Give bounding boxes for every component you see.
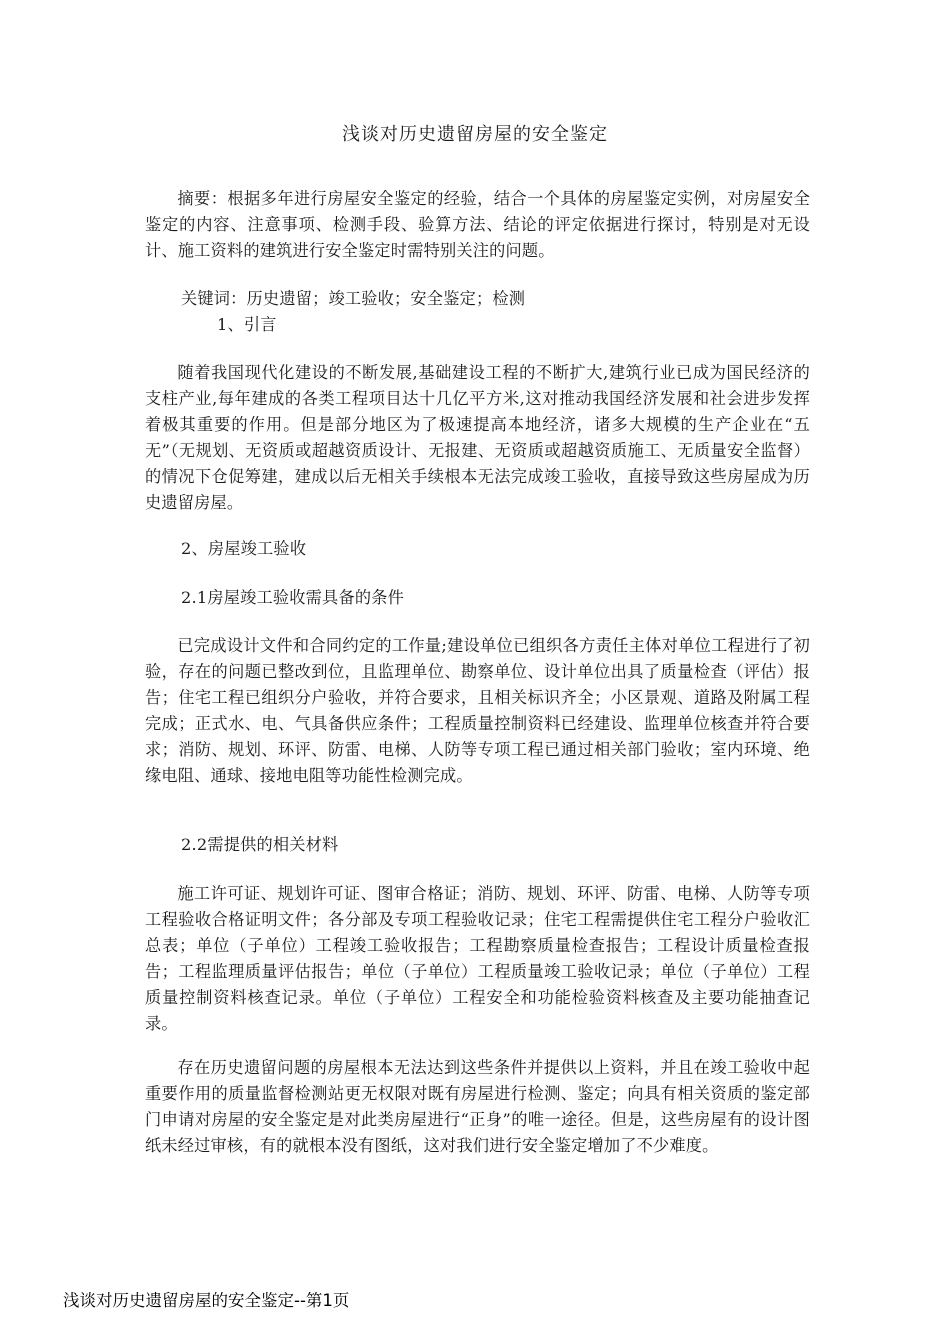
section-2-2-paragraph: 施工许可证、规划许可证、图审合格证；消防、规划、环评、防雷、电梯、人防等专项工程验收合格证明文件；各分部及专项工程验收记录；住宅工程需提供住宅工程分户验收汇总表；单位（子单位）工程竣工验收报告；工程勘察质量检查报告；工程设计质量检查报告；工程监理质量评估报告；单位（子单位）工程质量竣工验收记录；单位（子单位）工程质量控制资料核查记录。单位（子单位）工程安全和功能检验资料核查及主要功能抽查记录。 [145,884,810,1033]
page-footer: 浅谈对历史遗留房屋的安全鉴定--第1页 [63,1291,350,1310]
section-1-heading: 1、引言 [217,315,277,334]
section-2-2-heading: 2.2需提供的相关材料 [181,835,339,854]
section-2-heading: 2、房屋竣工验收 [181,539,307,558]
abstract-paragraph: 摘要：根据多年进行房屋安全鉴定的经验，结合一个具体的房屋鉴定实例，对房屋安全鉴定的内容、注意事项、检测手段、验算方法、结论的评定依据进行探讨，特别是对无设计、施工资料的建筑进行安全鉴定时需特别关注的问题。 [145,189,810,260]
keywords-line: 关键词：历史遗留；竣工验收；安全鉴定；检测 [181,289,526,308]
section-2-1-heading: 2.1房屋竣工验收需具备的条件 [181,588,404,607]
section-2-1-paragraph: 已完成设计文件和合同约定的工作量;建设单位已组织各方责任主体对单位工程进行了初验，存在的问题已整改到位，且监理单位、勘察单位、设计单位出具了质量检查（评估）报告；住宅工程已组织分户验收，并符合要求，且相关标识齐全；小区景观、道路及附属工程完成；正式水、电、气具备供应条件；工程质量控制资料已经建设、监理单位核查并符合要求；消防、规划、环评、防雷、电梯、人防等专项工程已通过相关部门验收；室内环境、绝缘电阻、通球、接地电阻等功能性检测完成。 [145,636,810,785]
document-title: 浅谈对历史遗留房屋的安全鉴定 [342,124,608,145]
closing-paragraph: 存在历史遗留问题的房屋根本无法达到这些条件并提供以上资料，并且在竣工验收中起重要作用的质量监督检测站更无权限对既有房屋进行检测、鉴定；向具有相关资质的鉴定部门申请对房屋的安全鉴定是对此类房屋进行“正身”的唯一途径。但是，这些房屋有的设计图纸未经过审核，有的就根本没有图纸，这对我们进行安全鉴定增加了不少难度。 [145,1058,810,1155]
section-1-paragraph: 随着我国现代化建设的不断发展,基础建设工程的不断扩大,建筑行业已成为国民经济的支柱产业,每年建成的各类工程项目达十几亿平方米,这对推动我国经济发展和社会进步发挥着极其重要的作用。但是部分地区为了极速提高本地经济，诸多大规模的生产企业在“五无”（无规划、无资质或超越资质设计、无报建、无资质或超越资质施工、无质量安全监督）的情况下仓促筹建，建成以后无相关手续根本无法完成竣工验收，直接导致这些房屋成为历史遗留房屋。 [145,363,810,512]
